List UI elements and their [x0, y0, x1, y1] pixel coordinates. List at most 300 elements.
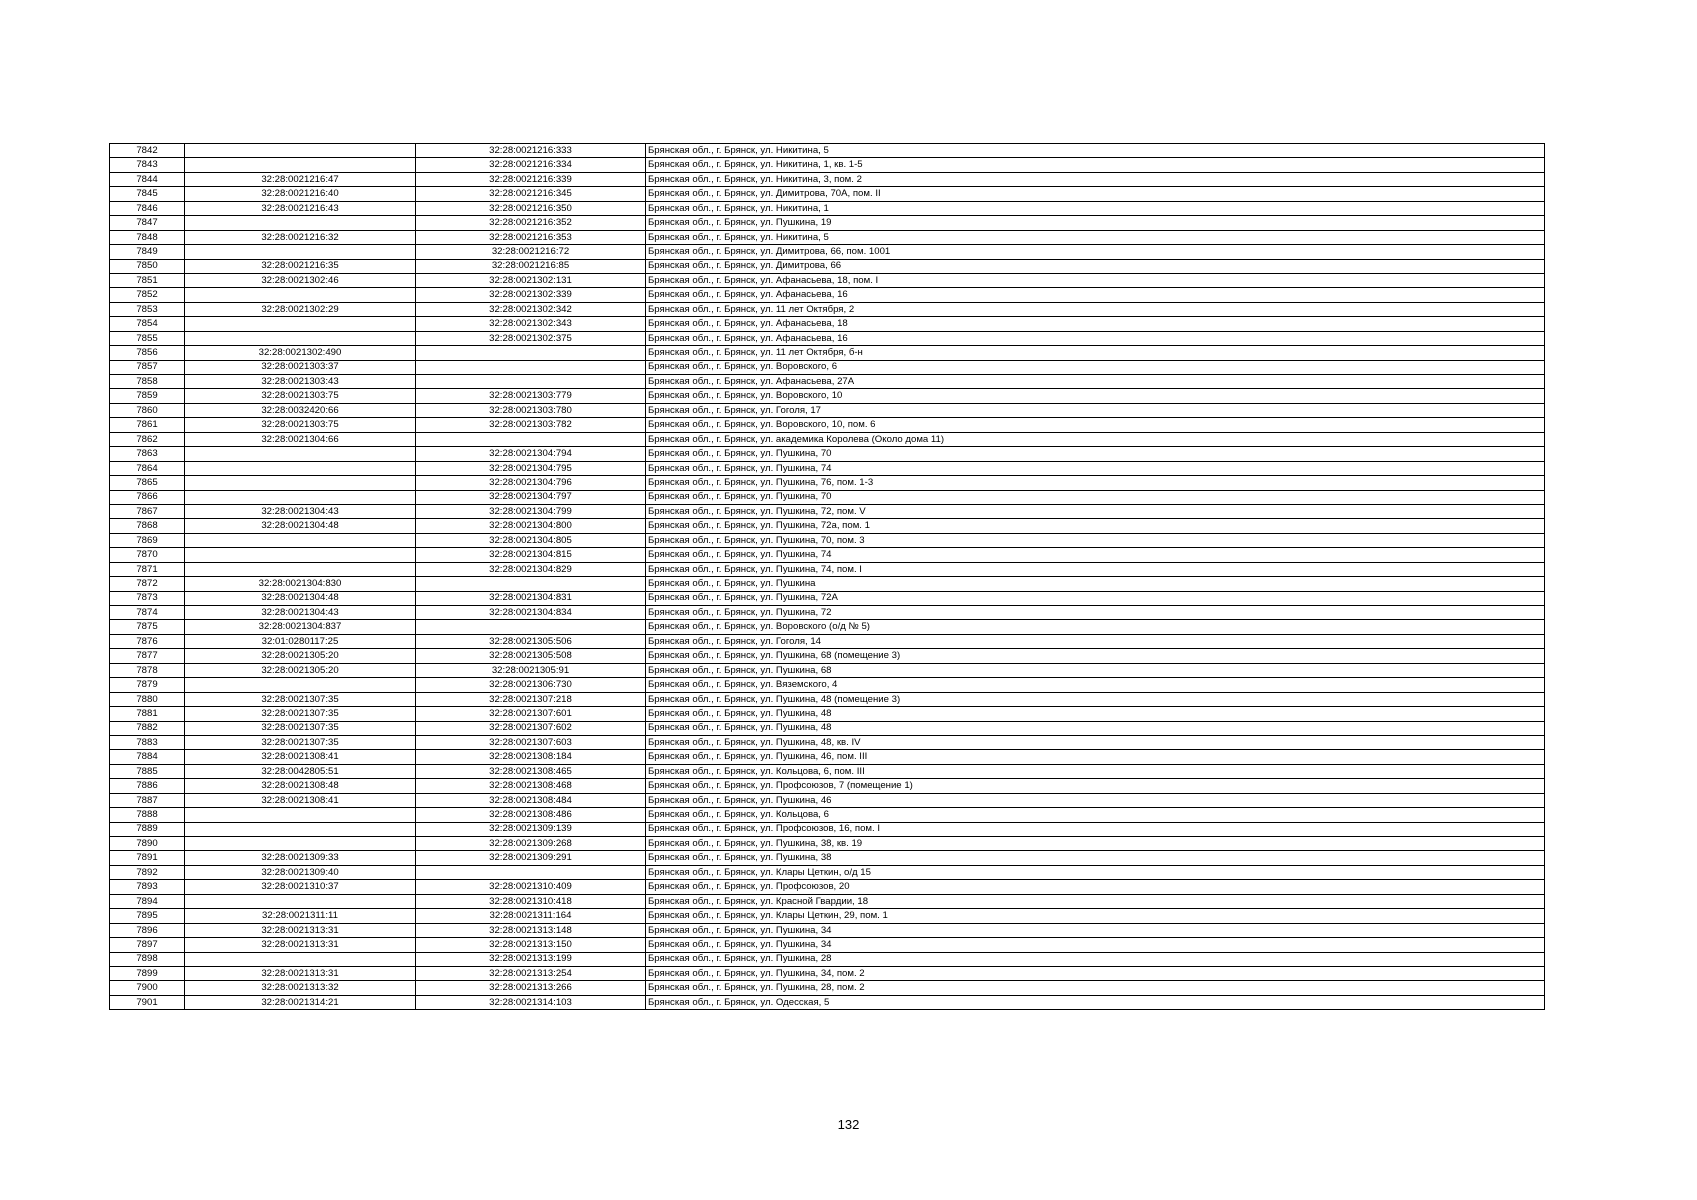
address-cell: Брянская обл., г. Брянск, ул. Пушкина, 38, кв. 19 — [646, 837, 1545, 851]
object-cadastral-number-cell: 32:28:0021216:72 — [416, 245, 646, 259]
object-cadastral-number-cell: 32:28:0021304:794 — [416, 447, 646, 461]
address-cell: Брянская обл., г. Брянск, ул. Клары Цеткин, 29, пом. 1 — [646, 909, 1545, 923]
land-cadastral-number-cell: 32:28:0021302:46 — [185, 273, 416, 287]
object-cadastral-number-cell: 32:28:0021308:465 — [416, 764, 646, 778]
land-cadastral-number-cell — [185, 144, 416, 158]
address-cell: Брянская обл., г. Брянск, ул. Профсоюзов, 16, пом. I — [646, 822, 1545, 836]
land-cadastral-number-cell: 32:28:0021310:37 — [185, 880, 416, 894]
address-cell: Брянская обл., г. Брянск, ул. академика Королева (Около дома 11) — [646, 432, 1545, 446]
land-cadastral-number-cell — [185, 822, 416, 836]
land-cadastral-number-cell: 32:28:0021304:48 — [185, 519, 416, 533]
row-number-cell: 7896 — [110, 923, 185, 937]
table-row — [110, 952, 1545, 966]
row-number-cell: 7864 — [110, 461, 185, 475]
land-cadastral-number-cell: 32:28:0021308:41 — [185, 793, 416, 807]
row-number-cell: 7843 — [110, 158, 185, 172]
row-number-cell: 7872 — [110, 577, 185, 591]
table-row — [110, 938, 1545, 952]
row-number-cell: 7897 — [110, 938, 185, 952]
table-row — [110, 259, 1545, 273]
land-cadastral-number-cell: 32:28:0021307:35 — [185, 707, 416, 721]
address-cell: Брянская обл., г. Брянск, ул. Пушкина, 34, пом. 2 — [646, 966, 1545, 980]
row-number-cell: 7888 — [110, 808, 185, 822]
object-cadastral-number-cell: 32:28:0021304:815 — [416, 548, 646, 562]
row-number-cell: 7900 — [110, 981, 185, 995]
table-row — [110, 403, 1545, 417]
object-cadastral-number-cell: 32:28:0021306:730 — [416, 678, 646, 692]
table-row — [110, 461, 1545, 475]
object-cadastral-number-cell: 32:28:0021304:805 — [416, 533, 646, 547]
land-cadastral-number-cell — [185, 837, 416, 851]
table-row — [110, 692, 1545, 706]
object-cadastral-number-cell: 32:28:0021304:829 — [416, 562, 646, 576]
address-cell: Брянская обл., г. Брянск, ул. Пушкина, 70 — [646, 490, 1545, 504]
land-cadastral-number-cell: 32:28:0021216:47 — [185, 172, 416, 186]
row-number-cell: 7885 — [110, 764, 185, 778]
table-row — [110, 865, 1545, 879]
table-row — [110, 201, 1545, 215]
table-row — [110, 533, 1545, 547]
land-cadastral-number-cell: 32:28:0021303:75 — [185, 418, 416, 432]
object-cadastral-number-cell: 32:28:0021313:254 — [416, 966, 646, 980]
table-row — [110, 230, 1545, 244]
object-cadastral-number-cell: 32:28:0021313:266 — [416, 981, 646, 995]
object-cadastral-number-cell — [416, 620, 646, 634]
object-cadastral-number-cell: 32:28:0021216:85 — [416, 259, 646, 273]
land-cadastral-number-cell: 32:01:0280117:25 — [185, 634, 416, 648]
land-cadastral-number-cell: 32:28:0021303:43 — [185, 375, 416, 389]
row-number-cell: 7890 — [110, 837, 185, 851]
table-row — [110, 620, 1545, 634]
table-row — [110, 909, 1545, 923]
land-cadastral-number-cell: 32:28:0021303:37 — [185, 360, 416, 374]
land-cadastral-number-cell — [185, 331, 416, 345]
address-cell: Брянская обл., г. Брянск, ул. Пушкина, 72а, пом. 1 — [646, 519, 1545, 533]
address-cell: Брянская обл., г. Брянск, ул. Гоголя, 14 — [646, 634, 1545, 648]
object-cadastral-number-cell: 32:28:0021305:91 — [416, 663, 646, 677]
address-cell: Брянская обл., г. Брянск, ул. Гоголя, 17 — [646, 403, 1545, 417]
address-cell: Брянская обл., г. Брянск, ул. Никитина, 1, кв. 1-5 — [646, 158, 1545, 172]
address-cell: Брянская обл., г. Брянск, ул. Пушкина, 34 — [646, 938, 1545, 952]
object-cadastral-number-cell: 32:28:0021307:218 — [416, 692, 646, 706]
object-cadastral-number-cell: 32:28:0021313:148 — [416, 923, 646, 937]
address-cell: Брянская обл., г. Брянск, ул. Пушкина, 72А — [646, 591, 1545, 605]
address-cell: Брянская обл., г. Брянск, ул. Пушкина, 74 — [646, 548, 1545, 562]
row-number-cell: 7892 — [110, 865, 185, 879]
row-number-cell: 7861 — [110, 418, 185, 432]
row-number-cell: 7863 — [110, 447, 185, 461]
table-row — [110, 418, 1545, 432]
land-cadastral-number-cell: 32:28:0021308:41 — [185, 750, 416, 764]
land-cadastral-number-cell — [185, 461, 416, 475]
land-cadastral-number-cell — [185, 158, 416, 172]
object-cadastral-number-cell — [416, 432, 646, 446]
address-cell: Брянская обл., г. Брянск, ул. Пушкина, 70, пом. 3 — [646, 533, 1545, 547]
object-cadastral-number-cell: 32:28:0021216:334 — [416, 158, 646, 172]
object-cadastral-number-cell: 32:28:0021304:797 — [416, 490, 646, 504]
land-cadastral-number-cell: 32:28:0021305:20 — [185, 663, 416, 677]
land-cadastral-number-cell — [185, 533, 416, 547]
address-cell: Брянская обл., г. Брянск, ул. Пушкина, 46 — [646, 793, 1545, 807]
land-cadastral-number-cell: 32:28:0021302:490 — [185, 346, 416, 360]
row-number-cell: 7887 — [110, 793, 185, 807]
land-cadastral-number-cell: 32:28:0021309:33 — [185, 851, 416, 865]
table-row — [110, 317, 1545, 331]
land-cadastral-number-cell — [185, 447, 416, 461]
object-cadastral-number-cell: 32:28:0021302:339 — [416, 288, 646, 302]
object-cadastral-number-cell: 32:28:0021305:506 — [416, 634, 646, 648]
address-cell: Брянская обл., г. Брянск, ул. Пушкина, 46, пом. III — [646, 750, 1545, 764]
row-number-cell: 7876 — [110, 634, 185, 648]
table-row — [110, 966, 1545, 980]
land-cadastral-number-cell — [185, 490, 416, 504]
row-number-cell: 7882 — [110, 721, 185, 735]
address-cell: Брянская обл., г. Брянск, ул. Воровского, 10, пом. 6 — [646, 418, 1545, 432]
land-cadastral-number-cell: 32:28:0021309:40 — [185, 865, 416, 879]
object-cadastral-number-cell: 32:28:0021309:139 — [416, 822, 646, 836]
row-number-cell: 7886 — [110, 779, 185, 793]
object-cadastral-number-cell: 32:28:0021302:375 — [416, 331, 646, 345]
row-number-cell: 7881 — [110, 707, 185, 721]
table-row — [110, 187, 1545, 201]
table-row — [110, 894, 1545, 908]
address-cell: Брянская обл., г. Брянск, ул. Никитина, 3, пом. 2 — [646, 172, 1545, 186]
address-cell: Брянская обл., г. Брянск, ул. Кольцова, 6 — [646, 808, 1545, 822]
object-cadastral-number-cell: 32:28:0021304:795 — [416, 461, 646, 475]
land-cadastral-number-cell — [185, 548, 416, 562]
table-row — [110, 519, 1545, 533]
page-number: 132 — [837, 1117, 860, 1132]
table-row — [110, 837, 1545, 851]
address-cell: Брянская обл., г. Брянск, ул. Пушкина, 28, пом. 2 — [646, 981, 1545, 995]
address-cell: Брянская обл., г. Брянск, ул. Никитина, 5 — [646, 230, 1545, 244]
address-cell: Брянская обл., г. Брянск, ул. Пушкина, 48 (помещение 3) — [646, 692, 1545, 706]
row-number-cell: 7856 — [110, 346, 185, 360]
object-cadastral-number-cell: 32:28:0021308:184 — [416, 750, 646, 764]
object-cadastral-number-cell: 32:28:0021314:103 — [416, 995, 646, 1009]
land-cadastral-number-cell: 32:28:0042805:51 — [185, 764, 416, 778]
land-cadastral-number-cell: 32:28:0021304:66 — [185, 432, 416, 446]
address-cell: Брянская обл., г. Брянск, ул. Пушкина, 70 — [646, 447, 1545, 461]
address-cell: Брянская обл., г. Брянск, ул. Димитрова, 70А, пом. II — [646, 187, 1545, 201]
object-cadastral-number-cell — [416, 865, 646, 879]
row-number-cell: 7874 — [110, 606, 185, 620]
address-cell: Брянская обл., г. Брянск, ул. Пушкина, 74 — [646, 461, 1545, 475]
table-row — [110, 591, 1545, 605]
land-cadastral-number-cell — [185, 317, 416, 331]
land-cadastral-number-cell: 32:28:0021313:31 — [185, 923, 416, 937]
object-cadastral-number-cell: 32:28:0021307:601 — [416, 707, 646, 721]
land-cadastral-number-cell: 32:28:0021216:32 — [185, 230, 416, 244]
object-cadastral-number-cell: 32:28:0021303:782 — [416, 418, 646, 432]
land-cadastral-number-cell — [185, 894, 416, 908]
address-cell: Брянская обл., г. Брянск, ул. Димитрова, 66, пом. 1001 — [646, 245, 1545, 259]
object-cadastral-number-cell: 32:28:0021304:800 — [416, 519, 646, 533]
object-cadastral-number-cell: 32:28:0021308:484 — [416, 793, 646, 807]
address-cell: Брянская обл., г. Брянск, ул. Пушкина, 48 — [646, 721, 1545, 735]
row-number-cell: 7853 — [110, 302, 185, 316]
row-number-cell: 7893 — [110, 880, 185, 894]
table-row — [110, 331, 1545, 345]
address-cell: Брянская обл., г. Брянск, ул. Пушкина, 28 — [646, 952, 1545, 966]
land-cadastral-number-cell — [185, 216, 416, 230]
table-row — [110, 779, 1545, 793]
table-row — [110, 649, 1545, 663]
object-cadastral-number-cell: 32:28:0021309:268 — [416, 837, 646, 851]
object-cadastral-number-cell: 32:28:0021216:352 — [416, 216, 646, 230]
table-row — [110, 490, 1545, 504]
table-row — [110, 245, 1545, 259]
table-row — [110, 577, 1545, 591]
address-cell: Брянская обл., г. Брянск, ул. Никитина, 5 — [646, 144, 1545, 158]
land-cadastral-number-cell — [185, 245, 416, 259]
object-cadastral-number-cell: 32:28:0021304:834 — [416, 606, 646, 620]
object-cadastral-number-cell — [416, 360, 646, 374]
table-row — [110, 981, 1545, 995]
land-cadastral-number-cell: 32:28:0021303:75 — [185, 389, 416, 403]
land-cadastral-number-cell: 32:28:0021304:43 — [185, 606, 416, 620]
object-cadastral-number-cell — [416, 577, 646, 591]
table-row — [110, 678, 1545, 692]
table-row — [110, 851, 1545, 865]
land-cadastral-number-cell — [185, 476, 416, 490]
object-cadastral-number-cell: 32:28:0021216:333 — [416, 144, 646, 158]
row-number-cell: 7858 — [110, 375, 185, 389]
land-cadastral-number-cell: 32:28:0021307:35 — [185, 692, 416, 706]
address-cell: Брянская обл., г. Брянск, ул. Пушкина, 38 — [646, 851, 1545, 865]
land-cadastral-number-cell — [185, 808, 416, 822]
row-number-cell: 7873 — [110, 591, 185, 605]
row-number-cell: 7878 — [110, 663, 185, 677]
object-cadastral-number-cell: 32:28:0021310:409 — [416, 880, 646, 894]
address-cell: Брянская обл., г. Брянск, ул. Пушкина, 68 (помещение 3) — [646, 649, 1545, 663]
table-row — [110, 144, 1545, 158]
object-cadastral-number-cell: 32:28:0021302:343 — [416, 317, 646, 331]
table-row — [110, 562, 1545, 576]
row-number-cell: 7869 — [110, 533, 185, 547]
row-number-cell: 7862 — [110, 432, 185, 446]
object-cadastral-number-cell: 32:28:0021307:602 — [416, 721, 646, 735]
address-cell: Брянская обл., г. Брянск, ул. Воровского, 6 — [646, 360, 1545, 374]
address-cell: Брянская обл., г. Брянск, ул. Афанасьева, 18, пом. I — [646, 273, 1545, 287]
land-cadastral-number-cell: 32:28:0021304:830 — [185, 577, 416, 591]
row-number-cell: 7860 — [110, 403, 185, 417]
land-cadastral-number-cell: 32:28:0021311:11 — [185, 909, 416, 923]
table-row — [110, 432, 1545, 446]
table-row — [110, 346, 1545, 360]
address-cell: Брянская обл., г. Брянск, ул. Профсоюзов, 20 — [646, 880, 1545, 894]
table-row — [110, 548, 1545, 562]
address-cell: Брянская обл., г. Брянск, ул. Афанасьева, 16 — [646, 331, 1545, 345]
object-cadastral-number-cell: 32:28:0021216:345 — [416, 187, 646, 201]
registry-table-body — [110, 144, 1545, 1010]
row-number-cell: 7901 — [110, 995, 185, 1009]
object-cadastral-number-cell: 32:28:0021313:199 — [416, 952, 646, 966]
table-row — [110, 634, 1545, 648]
address-cell: Брянская обл., г. Брянск, ул. Никитина, 1 — [646, 201, 1545, 215]
row-number-cell: 7849 — [110, 245, 185, 259]
address-cell: Брянская обл., г. Брянск, ул. Афанасьева, 27А — [646, 375, 1545, 389]
object-cadastral-number-cell: 32:28:0021302:131 — [416, 273, 646, 287]
table-row — [110, 302, 1545, 316]
address-cell: Брянская обл., г. Брянск, ул. Профсоюзов, 7 (помещение 1) — [646, 779, 1545, 793]
table-row — [110, 606, 1545, 620]
table-row — [110, 764, 1545, 778]
object-cadastral-number-cell: 32:28:0021304:799 — [416, 504, 646, 518]
address-cell: Брянская обл., г. Брянск, ул. Кольцова, 6, пом. III — [646, 764, 1545, 778]
land-cadastral-number-cell: 32:28:0021304:837 — [185, 620, 416, 634]
row-number-cell: 7891 — [110, 851, 185, 865]
row-number-cell: 7899 — [110, 966, 185, 980]
object-cadastral-number-cell: 32:28:0021308:468 — [416, 779, 646, 793]
land-cadastral-number-cell: 32:28:0021304:48 — [185, 591, 416, 605]
row-number-cell: 7848 — [110, 230, 185, 244]
table-row — [110, 707, 1545, 721]
row-number-cell: 7883 — [110, 735, 185, 749]
table-row — [110, 880, 1545, 894]
land-cadastral-number-cell — [185, 678, 416, 692]
row-number-cell: 7845 — [110, 187, 185, 201]
row-number-cell: 7850 — [110, 259, 185, 273]
row-number-cell: 7884 — [110, 750, 185, 764]
row-number-cell: 7880 — [110, 692, 185, 706]
table-row — [110, 447, 1545, 461]
object-cadastral-number-cell: 32:28:0021311:164 — [416, 909, 646, 923]
address-cell: Брянская обл., г. Брянск, ул. Пушкина, 48, кв. IV — [646, 735, 1545, 749]
object-cadastral-number-cell — [416, 346, 646, 360]
table-row — [110, 822, 1545, 836]
land-cadastral-number-cell: 32:28:0021304:43 — [185, 504, 416, 518]
row-number-cell: 7846 — [110, 201, 185, 215]
land-cadastral-number-cell: 32:28:0021302:29 — [185, 302, 416, 316]
object-cadastral-number-cell: 32:28:0021216:353 — [416, 230, 646, 244]
row-number-cell: 7895 — [110, 909, 185, 923]
land-cadastral-number-cell — [185, 562, 416, 576]
object-cadastral-number-cell: 32:28:0021308:486 — [416, 808, 646, 822]
table-row — [110, 375, 1545, 389]
object-cadastral-number-cell: 32:28:0021313:150 — [416, 938, 646, 952]
object-cadastral-number-cell: 32:28:0021309:291 — [416, 851, 646, 865]
table-row — [110, 288, 1545, 302]
address-cell: Брянская обл., г. Брянск, ул. Пушкина, 68 — [646, 663, 1545, 677]
address-cell: Брянская обл., г. Брянск, ул. 11 лет Октября, б-н — [646, 346, 1545, 360]
row-number-cell: 7879 — [110, 678, 185, 692]
table-row — [110, 360, 1545, 374]
land-cadastral-number-cell: 32:28:0021307:35 — [185, 721, 416, 735]
table-row — [110, 476, 1545, 490]
table-row — [110, 793, 1545, 807]
row-number-cell: 7847 — [110, 216, 185, 230]
table-row — [110, 158, 1545, 172]
address-cell: Брянская обл., г. Брянск, ул. Воровского, 10 — [646, 389, 1545, 403]
address-cell: Брянская обл., г. Брянск, ул. Одесская, 5 — [646, 995, 1545, 1009]
registry-table — [109, 143, 1545, 1010]
address-cell: Брянская обл., г. Брянск, ул. Афанасьева, 18 — [646, 317, 1545, 331]
row-number-cell: 7857 — [110, 360, 185, 374]
address-cell: Брянская обл., г. Брянск, ул. Пушкина, 74, пом. I — [646, 562, 1545, 576]
land-cadastral-number-cell: 32:28:0021308:48 — [185, 779, 416, 793]
row-number-cell: 7842 — [110, 144, 185, 158]
row-number-cell: 7898 — [110, 952, 185, 966]
object-cadastral-number-cell: 32:28:0021216:350 — [416, 201, 646, 215]
row-number-cell: 7854 — [110, 317, 185, 331]
row-number-cell: 7894 — [110, 894, 185, 908]
table-row — [110, 504, 1545, 518]
table-row — [110, 389, 1545, 403]
address-cell: Брянская обл., г. Брянск, ул. Пушкина, 19 — [646, 216, 1545, 230]
object-cadastral-number-cell: 32:28:0021307:603 — [416, 735, 646, 749]
row-number-cell: 7867 — [110, 504, 185, 518]
object-cadastral-number-cell: 32:28:0021304:831 — [416, 591, 646, 605]
row-number-cell: 7868 — [110, 519, 185, 533]
land-cadastral-number-cell: 32:28:0021313:31 — [185, 966, 416, 980]
object-cadastral-number-cell: 32:28:0021304:796 — [416, 476, 646, 490]
table-row — [110, 216, 1545, 230]
address-cell: Брянская обл., г. Брянск, ул. Пушкина, 72 — [646, 606, 1545, 620]
row-number-cell: 7844 — [110, 172, 185, 186]
table-row — [110, 995, 1545, 1009]
object-cadastral-number-cell: 32:28:0021303:779 — [416, 389, 646, 403]
row-number-cell: 7855 — [110, 331, 185, 345]
row-number-cell: 7859 — [110, 389, 185, 403]
table-row — [110, 663, 1545, 677]
row-number-cell: 7875 — [110, 620, 185, 634]
land-cadastral-number-cell: 32:28:0021313:31 — [185, 938, 416, 952]
address-cell: Брянская обл., г. Брянск, ул. Пушкина, 76, пом. 1-3 — [646, 476, 1545, 490]
address-cell: Брянская обл., г. Брянск, ул. Красной Гвардии, 18 — [646, 894, 1545, 908]
table-row — [110, 750, 1545, 764]
table-row — [110, 273, 1545, 287]
row-number-cell: 7851 — [110, 273, 185, 287]
land-cadastral-number-cell: 32:28:0021305:20 — [185, 649, 416, 663]
address-cell: Брянская обл., г. Брянск, ул. Воровского (о/д № 5) — [646, 620, 1545, 634]
row-number-cell: 7870 — [110, 548, 185, 562]
address-cell: Брянская обл., г. Брянск, ул. Пушкина, 48 — [646, 707, 1545, 721]
land-cadastral-number-cell: 32:28:0021314:21 — [185, 995, 416, 1009]
table-row — [110, 735, 1545, 749]
land-cadastral-number-cell: 32:28:0021216:40 — [185, 187, 416, 201]
row-number-cell: 7866 — [110, 490, 185, 504]
land-cadastral-number-cell: 32:28:0032420:66 — [185, 403, 416, 417]
address-cell: Брянская обл., г. Брянск, ул. 11 лет Октября, 2 — [646, 302, 1545, 316]
table-row — [110, 172, 1545, 186]
land-cadastral-number-cell — [185, 952, 416, 966]
row-number-cell: 7889 — [110, 822, 185, 836]
address-cell: Брянская обл., г. Брянск, ул. Димитрова, 66 — [646, 259, 1545, 273]
land-cadastral-number-cell — [185, 288, 416, 302]
object-cadastral-number-cell — [416, 375, 646, 389]
land-cadastral-number-cell: 32:28:0021313:32 — [185, 981, 416, 995]
land-cadastral-number-cell: 32:28:0021216:35 — [185, 259, 416, 273]
object-cadastral-number-cell: 32:28:0021303:780 — [416, 403, 646, 417]
address-cell: Брянская обл., г. Брянск, ул. Пушкина, 72, пом. V — [646, 504, 1545, 518]
address-cell: Брянская обл., г. Брянск, ул. Пушкина, 34 — [646, 923, 1545, 937]
address-cell: Брянская обл., г. Брянск, ул. Вяземского, 4 — [646, 678, 1545, 692]
table-row — [110, 808, 1545, 822]
address-cell: Брянская обл., г. Брянск, ул. Афанасьева, 16 — [646, 288, 1545, 302]
row-number-cell: 7852 — [110, 288, 185, 302]
address-cell: Брянская обл., г. Брянск, ул. Пушкина — [646, 577, 1545, 591]
object-cadastral-number-cell: 32:28:0021305:508 — [416, 649, 646, 663]
address-cell: Брянская обл., г. Брянск, ул. Клары Цеткин, о/д 15 — [646, 865, 1545, 879]
table-row — [110, 721, 1545, 735]
row-number-cell: 7877 — [110, 649, 185, 663]
object-cadastral-number-cell: 32:28:0021302:342 — [416, 302, 646, 316]
object-cadastral-number-cell: 32:28:0021310:418 — [416, 894, 646, 908]
table-row — [110, 923, 1545, 937]
row-number-cell: 7865 — [110, 476, 185, 490]
land-cadastral-number-cell: 32:28:0021216:43 — [185, 201, 416, 215]
